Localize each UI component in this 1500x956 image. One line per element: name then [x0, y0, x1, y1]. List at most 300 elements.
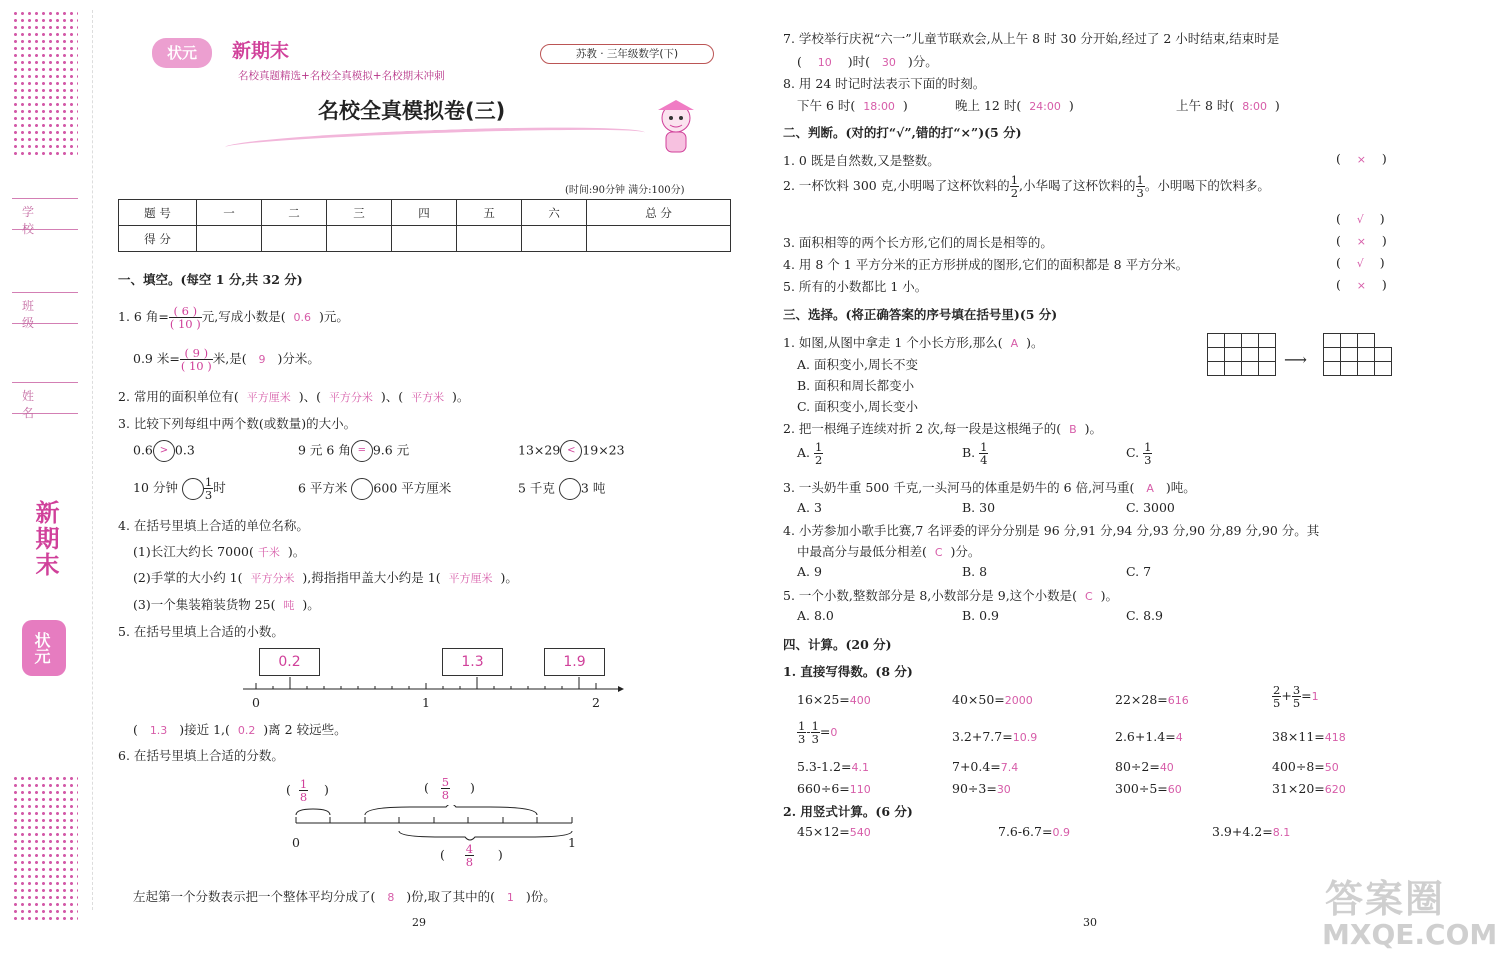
calc-answer[interactable]: 540 [849, 826, 871, 839]
q1b-post: )分米。 [277, 351, 320, 367]
class-field[interactable] [12, 292, 78, 330]
q3-frac-den: 3 [204, 488, 213, 503]
judge-answer: ( × ) [1336, 233, 1387, 248]
judge-2-mid: ,小华喝了这杯饮料的 [1019, 178, 1136, 194]
calc-answer[interactable]: 50 [1324, 761, 1339, 774]
calc-answer[interactable]: 2000 [1004, 694, 1033, 707]
score-cell[interactable] [457, 226, 522, 252]
q4-1-answer[interactable]: 千米 [257, 546, 280, 559]
q2-answer-1[interactable]: 平方厘米 [246, 391, 291, 404]
judge-answer: ( × ) [1336, 151, 1387, 166]
choice-5-option: B. 0.9 [962, 608, 1000, 623]
q8-item: 下午 6 时( 18:00 ) [797, 98, 908, 113]
judge-1: 1. 0 既是自然数,又是整数。 [783, 153, 940, 168]
choice-4-answer[interactable]: C [934, 546, 943, 559]
name-label: 姓名 [22, 389, 51, 420]
q4-3-pre: (3)一个集装箱装货物 25( [133, 597, 276, 612]
section-4-title: 四、计算。(20 分) [783, 637, 892, 652]
choice-1-option: B. 面积和周长都变小 [797, 378, 915, 393]
q4-2-mid: ),拇指指甲盖大小约是 1( [302, 570, 441, 585]
judge-answer-mark[interactable]: × [1356, 153, 1366, 166]
calc-item [952, 759, 1018, 774]
calc-equals: = [819, 724, 831, 740]
frac-den: 3 [811, 732, 819, 747]
calc-item [797, 692, 871, 707]
calc-frac [797, 720, 806, 745]
choice-1-pre: 1. 如图,从图中拿走 1 个小长方形,那么( [783, 335, 1003, 350]
calc-question: 400÷8= [1272, 759, 1325, 774]
frac-den: 5 [1273, 696, 1281, 711]
number-line-decimal [240, 675, 625, 695]
calc-question: 16×25= [797, 692, 850, 707]
mascot-icon [646, 94, 706, 158]
q2 [118, 387, 469, 405]
frac-num: 1 [798, 719, 806, 733]
q6-answer-2[interactable]: 1 [506, 891, 514, 904]
calc-question: 40×50= [952, 692, 1005, 707]
q1a [118, 305, 349, 330]
choice-4-pre: 中最高分与最低分相差( [797, 544, 927, 559]
calc-item [952, 729, 1037, 744]
q5-end [133, 720, 347, 738]
q3-item [518, 478, 605, 500]
q6-frac[interactable] [465, 843, 474, 868]
judge-answer: ( √ ) [1336, 255, 1385, 270]
calc-answer[interactable]: 0 [830, 726, 838, 740]
grade-badge: 苏教 · 三年级数学(下) [540, 44, 714, 64]
judge-3: 3. 面积相等的两个长方形,它们的周长是相等的。 [783, 235, 1053, 250]
q4-1-post: )。 [287, 544, 306, 559]
q1a-den: ( 10 ) [169, 317, 201, 332]
compare-circle[interactable] [351, 478, 373, 500]
q2-sep2: )、( [380, 389, 404, 404]
q1a-num: ( 6 ) [169, 305, 202, 318]
choice-4-option: B. 8 [962, 564, 988, 579]
q1b-frac [180, 347, 213, 372]
q6-end [133, 887, 556, 905]
q2-answer-3[interactable]: 平方米 [411, 391, 445, 404]
judge-answer-mark[interactable]: √ [1356, 213, 1364, 226]
frac-den: 3 [1136, 186, 1144, 201]
frac-num: 1 [980, 440, 988, 454]
section-2-title: 二、判断。(对的打“√”,错的打“×”)(5 分) [783, 125, 1022, 140]
name-field[interactable] [12, 382, 78, 420]
frac-num: 2 [1273, 683, 1281, 697]
judge-4: 4. 用 8 个 1 平方分米的正方形拼成的图形,它们的面积都是 8 平方分米。 [783, 257, 1189, 272]
judge-answer: ( √ ) [1336, 211, 1385, 226]
calc-question: 2.6+1.4= [1115, 729, 1176, 744]
choice-1-post: )。 [1026, 335, 1044, 350]
q6-frac-box: ( $\frac{4}{8}$ ) [440, 842, 503, 870]
option-frac [814, 441, 823, 466]
exam-time: (时间:90分钟 满分:100分) [565, 185, 685, 196]
q6-frac-num: 1 [299, 777, 308, 791]
q5-box[interactable]: 1.3 [442, 648, 503, 676]
pattern-top [12, 10, 78, 155]
compare-circle[interactable] [182, 478, 204, 500]
calc-question: 31×20= [1272, 781, 1325, 796]
calc-frac [1272, 684, 1281, 709]
page-title: 名校全真模拟卷(三) [318, 99, 506, 123]
calc-answer[interactable]: 110 [849, 783, 871, 796]
q8-item: 晚上 12 时( 24:00 ) [955, 98, 1074, 113]
score-header: 五 [457, 200, 522, 226]
choice-5 [783, 586, 1118, 604]
choice-5-option: C. 8.9 [1126, 608, 1163, 623]
q6-end-pre: 左起第一个分数表示把一个整体平均分成了( [133, 889, 376, 904]
class-label: 班级 [22, 299, 51, 330]
choice-4: 4. 小芳参加小歌手比赛,7 名评委的评分分别是 96 分,91 分,94 分,93 分,90 分,89 分,90 分。其 [783, 523, 1320, 538]
sidebar-seal-text: 状元 [32, 632, 51, 664]
score-label: 得 分 [119, 226, 197, 252]
q3-left: 13×29 [518, 442, 561, 458]
frac-num: 3 [1292, 683, 1301, 697]
calc-answer[interactable]: 60 [1167, 783, 1182, 796]
q3-left: 5 千克 [518, 480, 555, 496]
q1a-answer[interactable]: 0.6 [293, 311, 312, 325]
choice-3-option: C. 3000 [1126, 500, 1175, 515]
option-label: B. [962, 445, 976, 461]
choice-3-pre: 3. 一头奶牛重 500 千克,一头河马的体重是奶牛的 6 倍,河马重( [783, 480, 1135, 495]
calc-answer[interactable]: 40 [1159, 761, 1174, 774]
q3-right: 9.6 元 [372, 442, 410, 458]
sidebar-brand: 新期末 [31, 500, 59, 578]
q4-2 [133, 568, 518, 586]
watermark-logo: 答案圈 [1325, 877, 1446, 921]
q7-answer-2[interactable]: 30 [881, 56, 896, 69]
calc-frac [811, 720, 820, 745]
choice-1 [783, 333, 1043, 351]
pattern-bottom [12, 775, 78, 920]
q5-box[interactable]: 1.9 [544, 648, 605, 676]
header-brand: 新期末 [232, 40, 290, 62]
q3-right: 3 吨 [580, 480, 606, 496]
q6-frac-num: 5 [441, 775, 450, 789]
compare-circle[interactable]: < [560, 440, 582, 462]
calc-operator: - [806, 724, 811, 740]
q6-tick-label: 1 [568, 835, 576, 850]
option-label: A. [797, 445, 811, 461]
calc-answer[interactable]: 620 [1324, 783, 1346, 796]
score-header: 一 [197, 200, 262, 226]
frac-num: 1 [1010, 173, 1019, 187]
q4-3-post: )。 [302, 597, 320, 612]
q8-item: 上午 8 时( 8:00 ) [1176, 98, 1280, 113]
q6-title: 6. 在括号里填上合适的分数。 [118, 748, 284, 763]
calc-item [1272, 759, 1339, 774]
q3-item [133, 476, 226, 501]
q4-title: 4. 在括号里填上合适的单位名称。 [118, 518, 309, 533]
q1b [133, 347, 320, 372]
header-seal-text: 状元 [166, 44, 197, 62]
score-cell[interactable] [197, 226, 262, 252]
page-number-left: 29 [412, 916, 426, 929]
cut-line [92, 10, 93, 910]
judge-answer-mark[interactable]: × [1356, 235, 1366, 248]
q5-tick-label: 0 [252, 695, 260, 710]
q4-1-pre: (1)长江大约长 7000( [133, 544, 254, 559]
school-label: 学校 [22, 205, 51, 236]
q7b-pre: ( [797, 54, 802, 69]
frac-den: 2 [815, 453, 823, 468]
q3-left: 10 分钟 [133, 480, 178, 496]
choice-2-post: )。 [1084, 421, 1102, 436]
calc-answer[interactable]: 4.1 [851, 761, 869, 774]
calc-answer[interactable]: 30 [996, 783, 1011, 796]
option-frac [979, 441, 988, 466]
calc-2-title: 2. 用竖式计算。(6 分) [783, 804, 913, 819]
calc-question: 45×12= [797, 824, 850, 839]
calc-question: 5.3-1.2= [797, 759, 852, 774]
choice-1-option: A. 面积变小,周长不变 [797, 357, 918, 372]
page-number-right: 30 [1083, 916, 1097, 929]
frac-num: 1 [1136, 173, 1144, 187]
q6-frac-den: 8 [299, 790, 308, 805]
score-cell[interactable] [262, 226, 327, 252]
calc-answer[interactable]: 616 [1167, 694, 1189, 707]
q6-frac-den: 8 [465, 855, 474, 870]
choice-5-post: )。 [1100, 588, 1119, 603]
choice-1-option: C. 面积变小,周长变小 [797, 399, 919, 414]
vertical-calc [998, 824, 1070, 839]
calc-equals: = [1301, 688, 1312, 704]
calc-item [1272, 684, 1319, 709]
q4-2-post: )。 [500, 570, 518, 585]
frac-num: 1 [1144, 440, 1152, 454]
score-header: 题 号 [119, 200, 197, 226]
vertical-calc [797, 824, 871, 839]
calc-operator: + [1281, 688, 1292, 704]
calc-item [952, 781, 1011, 796]
calc-answer[interactable]: 10.9 [1012, 731, 1038, 744]
q6-frac[interactable] [441, 776, 450, 801]
q6-frac-den: 8 [441, 788, 450, 803]
q1a-frac [169, 305, 202, 330]
choice-2-answer[interactable]: B [1069, 423, 1077, 436]
option-frac [1143, 441, 1152, 466]
calc-answer[interactable]: 400 [849, 694, 871, 707]
calc-question: 22×28= [1115, 692, 1168, 707]
score-cell[interactable] [522, 226, 587, 252]
compare-circle[interactable]: = [351, 440, 373, 462]
q8-label: 上午 8 时( [1176, 98, 1235, 113]
choice-5-answer[interactable]: C [1085, 590, 1093, 603]
q5-post: )离 2 较远些。 [263, 722, 347, 737]
q5-mid: )接近 1,( [179, 722, 230, 737]
choice-3-post: )吨。 [1165, 480, 1196, 495]
q3-item [298, 440, 409, 462]
q5-answer-1[interactable]: 1.3 [149, 724, 168, 737]
choice-2-option [962, 441, 988, 466]
calc-answer[interactable]: 418 [1324, 731, 1346, 744]
q7-answer-1[interactable]: 10 [817, 56, 832, 69]
calc-item [797, 781, 871, 796]
q8-label: 下午 6 时( [797, 98, 856, 113]
score-header: 四 [392, 200, 457, 226]
calc-item [1272, 781, 1346, 796]
q5-tick-label: 2 [592, 695, 600, 710]
q1b-num: ( 9 ) [180, 347, 213, 360]
calc-question: 660÷6= [797, 781, 850, 796]
frac-num: 1 [815, 440, 823, 454]
judge-2 [783, 174, 1270, 199]
q6-frac-box: ( $\frac{5}{8}$ ) [424, 775, 475, 803]
q4-2-pre: (2)手掌的大小约 1( [133, 570, 243, 585]
option-label: C. [1126, 445, 1140, 461]
q7-mid: )时( [847, 54, 870, 69]
calc-item [797, 720, 837, 745]
score-header: 三 [327, 200, 392, 226]
arrow-right-icon: ⟶ [1284, 350, 1307, 369]
q5-title: 5. 在括号里填上合适的小数。 [118, 624, 284, 639]
choice-4b [797, 542, 980, 560]
q5-end-pre: ( [133, 722, 138, 737]
calc-item [1115, 692, 1189, 707]
q3-item [298, 478, 451, 500]
q5-answer-2[interactable]: 0.2 [237, 724, 256, 737]
q3-item [133, 440, 195, 462]
frac-den: 5 [1292, 696, 1301, 711]
frac-den: 3 [798, 732, 806, 747]
q8: 8. 用 24 时记时法表示下面的时刻。 [783, 76, 986, 91]
choice-5-option: A. 8.0 [797, 608, 834, 623]
q8-answer[interactable]: 18:00 [863, 100, 895, 113]
choice-2-option [797, 441, 823, 466]
calc-question: 90÷3= [952, 781, 997, 796]
q1b-mid: 米,是( [212, 351, 247, 367]
q8-label: 晚上 12 时( [955, 98, 1022, 113]
choice-4-post: )分。 [950, 544, 981, 559]
q6-tick-label: 0 [292, 835, 300, 850]
q7: 7. 学校举行庆祝“六一”儿童节联欢会,从上午 8 时 30 分开始,经过了 2 小时结束,结束时是 [783, 31, 1280, 46]
q3-right: 19×23 [582, 442, 625, 458]
q3-left: 0.6 [133, 442, 153, 458]
choice-4-option: C. 7 [1126, 564, 1152, 579]
frac-den: 3 [1144, 453, 1152, 468]
choice-3-option: B. 30 [962, 500, 996, 515]
calc-answer[interactable]: 8.1 [1272, 826, 1291, 839]
q1a-post: )元。 [319, 309, 349, 325]
q1b-pre: 0.9 米= [133, 351, 180, 367]
calc-answer[interactable]: 1 [1311, 690, 1319, 704]
q8-answer[interactable]: 8:00 [1242, 100, 1267, 113]
q3-right: 600 平方厘米 [373, 480, 452, 496]
q6-frac-num: 4 [465, 842, 474, 856]
q6-mid: )份,取了其中的( [406, 889, 495, 904]
section-3-title: 三、选择。(将正确答案的序号填在括号里)(5 分) [783, 307, 1058, 322]
calc-frac [1292, 684, 1301, 709]
calc-question: 80÷2= [1115, 759, 1160, 774]
q1a-pre: 1. 6 角= [118, 309, 169, 325]
calc-item [1115, 759, 1174, 774]
q1b-den: ( 10 ) [180, 359, 212, 374]
calc-item [1115, 729, 1183, 744]
q6-answer-1[interactable]: 8 [387, 891, 395, 904]
judge-2-frac-1 [1010, 174, 1019, 199]
judge-answer-mark[interactable]: √ [1356, 257, 1364, 270]
choice-2 [783, 419, 1102, 437]
score-table [118, 199, 731, 252]
choice-3-option: A. 3 [797, 500, 822, 515]
q3-left: 6 平方米 [298, 480, 348, 496]
header-seal [152, 38, 212, 68]
score-cell[interactable] [327, 226, 392, 252]
calc-question: 38×11= [1272, 729, 1325, 744]
q4-2-answer-2[interactable]: 平方厘米 [448, 572, 493, 585]
calc-item [952, 692, 1033, 707]
q4-1 [133, 542, 305, 560]
judge-2-pre: 2. 一杯饮料 300 克,小明喝了这杯饮料的 [783, 178, 1010, 194]
compare-circle[interactable] [559, 478, 581, 500]
judge-5: 5. 所有的小数都比 1 小。 [783, 279, 928, 294]
q7-post: )分。 [907, 54, 938, 69]
q3-title: 3. 比较下列每组中两个数(或数量)的大小。 [118, 416, 357, 431]
q4-3-answer[interactable]: 吨 [283, 599, 295, 612]
title-swoosh [225, 123, 645, 158]
judge-answer-mark[interactable]: × [1356, 279, 1366, 292]
q5-box[interactable]: 0.2 [259, 648, 320, 676]
grid-before [1207, 333, 1276, 376]
choice-3-answer[interactable]: A [1146, 482, 1154, 495]
calc-question: 7.6-6.7= [998, 824, 1053, 839]
compare-circle[interactable]: > [153, 440, 175, 462]
q6-post: )份。 [525, 889, 556, 904]
score-cell[interactable] [587, 226, 731, 252]
q8-answer[interactable]: 24:00 [1029, 100, 1061, 113]
watermark-url: MXQE.COM [1322, 918, 1498, 951]
score-cell[interactable] [392, 226, 457, 252]
frac-den: 2 [1010, 186, 1019, 201]
frac-den: 4 [980, 453, 988, 468]
q2-pre: 2. 常用的面积单位有( [118, 389, 239, 404]
q1b-answer[interactable]: 9 [258, 353, 266, 367]
calc-item [797, 759, 869, 774]
calc-question: 300÷5= [1115, 781, 1168, 796]
calc-answer[interactable]: 4 [1175, 731, 1183, 744]
q6-frac[interactable] [299, 778, 308, 803]
vertical-calc [1212, 824, 1290, 839]
score-header: 二 [262, 200, 327, 226]
calc-answer[interactable]: 0.9 [1052, 826, 1070, 839]
choice-5-pre: 5. 一个小数,整数部分是 8,小数部分是 9,这个小数是( [783, 588, 1078, 603]
choice-2-pre: 2. 把一根绳子连续对折 2 次,每一段是这根绳子的( [783, 421, 1062, 436]
q4-2-answer[interactable]: 平方分米 [250, 572, 295, 585]
calc-item [1115, 781, 1182, 796]
calc-question: 7+0.4= [952, 759, 1001, 774]
q7b [797, 52, 938, 70]
judge-2-frac-2 [1136, 174, 1145, 199]
calc-item [1272, 729, 1346, 744]
q1a-mid: 元,写成小数是( [201, 309, 286, 325]
school-field[interactable] [12, 198, 78, 236]
judge-2-post: 。小明喝下的饮料多。 [1144, 178, 1270, 194]
calc-question: 3.2+7.7= [952, 729, 1013, 744]
frac-num: 1 [811, 719, 819, 733]
choice-1-answer[interactable]: A [1010, 337, 1019, 350]
q3-frac-num: 1 [204, 475, 213, 489]
q5-tick-label: 1 [422, 695, 430, 710]
q2-answer-2[interactable]: 平方分米 [328, 391, 373, 404]
sidebar-seal [22, 620, 66, 676]
choice-3 [783, 478, 1196, 496]
calc-answer[interactable]: 7.4 [1000, 761, 1019, 774]
score-header: 总 分 [587, 200, 731, 226]
choice-2-option [1126, 441, 1152, 466]
calc-1-title: 1. 直接写得数。(8 分) [783, 664, 913, 679]
q3-item [518, 440, 625, 462]
q2-post: )。 [452, 389, 470, 404]
q3-right: 0.3 [174, 442, 195, 458]
